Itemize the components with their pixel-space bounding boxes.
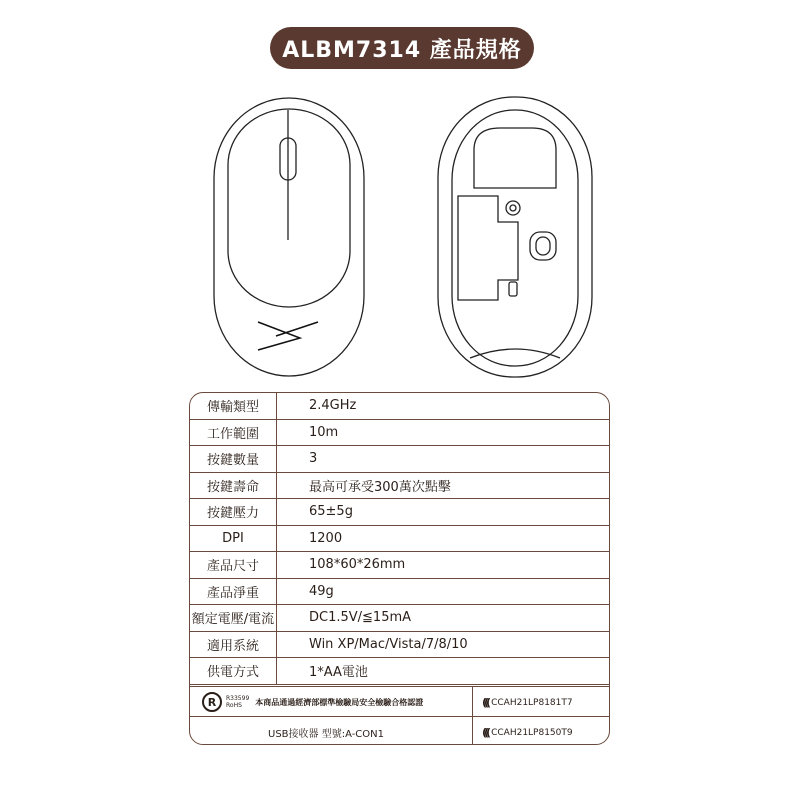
rohs-certification — [202, 692, 423, 712]
spec-label: 按鍵壽命 — [190, 472, 277, 499]
ncc-mouse — [482, 696, 573, 709]
ncc-mouse-code: CCAH21LP8181T7 — [491, 697, 573, 708]
ncc-receiver — [482, 726, 573, 739]
ncc-wave-icon: ((( — [482, 696, 489, 709]
spec-label: 產品尺寸 — [190, 552, 277, 579]
mouse-bottom-view — [438, 97, 592, 377]
rohs-label: RoHS — [226, 702, 242, 709]
spec-label: DPI — [190, 525, 277, 552]
mouse-top-view — [214, 98, 364, 376]
spec-row — [190, 658, 609, 685]
cert-row-receiver — [190, 716, 609, 745]
spec-row — [190, 578, 609, 605]
spec-value: 1*AA電池 — [277, 658, 610, 685]
spec-table-box — [189, 392, 610, 745]
spec-value: 108*60*26mm — [277, 552, 610, 579]
spec-label: 工作範圍 — [190, 419, 277, 446]
spec-row — [190, 631, 609, 658]
mouse-illustration — [0, 0, 800, 390]
spec-row — [190, 525, 609, 552]
usb-receiver-label: USB接收器 型號:A-CON1 — [268, 729, 385, 740]
rohs-text: 本商品通過經濟部標準檢驗局安全檢驗合格認證 — [255, 697, 424, 707]
page-title: ALBM7314 產品規格 — [270, 27, 534, 69]
spec-value: 最高可承受300萬次點擊 — [277, 472, 610, 499]
spec-value: 49g — [277, 578, 610, 605]
spec-row — [190, 446, 609, 473]
spec-value: 1200 — [277, 525, 610, 552]
spec-label: 傳輸類型 — [190, 393, 277, 419]
spec-label: 按鍵數量 — [190, 446, 277, 473]
ncc-receiver-code: CCAH21LP8150T9 — [491, 727, 573, 738]
spec-row — [190, 499, 609, 526]
spec-value: 3 — [277, 446, 610, 473]
rohs-code: R33599 — [226, 695, 250, 702]
spec-value: 2.4GHz — [277, 393, 610, 419]
spec-label: 額定電壓/電流 — [190, 605, 277, 632]
spec-row — [190, 419, 609, 446]
spec-table — [190, 393, 609, 685]
spec-value: Win XP/Mac/Vista/7/8/10 — [277, 631, 610, 658]
spec-value: 65±5g — [277, 499, 610, 526]
spec-row — [190, 472, 609, 499]
spec-label: 供電方式 — [190, 658, 277, 685]
spec-label: 按鍵壓力 — [190, 499, 277, 526]
spec-value: DC1.5V/≦15mA — [277, 605, 610, 632]
cert-divider — [472, 687, 473, 717]
spec-value: 10m — [277, 419, 610, 446]
cert-row-mouse — [190, 686, 609, 717]
ncc-wave-icon: ((( — [482, 726, 489, 739]
rohs-mark-icon: R — [202, 692, 222, 712]
spec-label: 適用系統 — [190, 631, 277, 658]
spec-label: 產品淨重 — [190, 578, 277, 605]
spec-row — [190, 552, 609, 579]
spec-row — [190, 393, 609, 419]
spec-row — [190, 605, 609, 632]
